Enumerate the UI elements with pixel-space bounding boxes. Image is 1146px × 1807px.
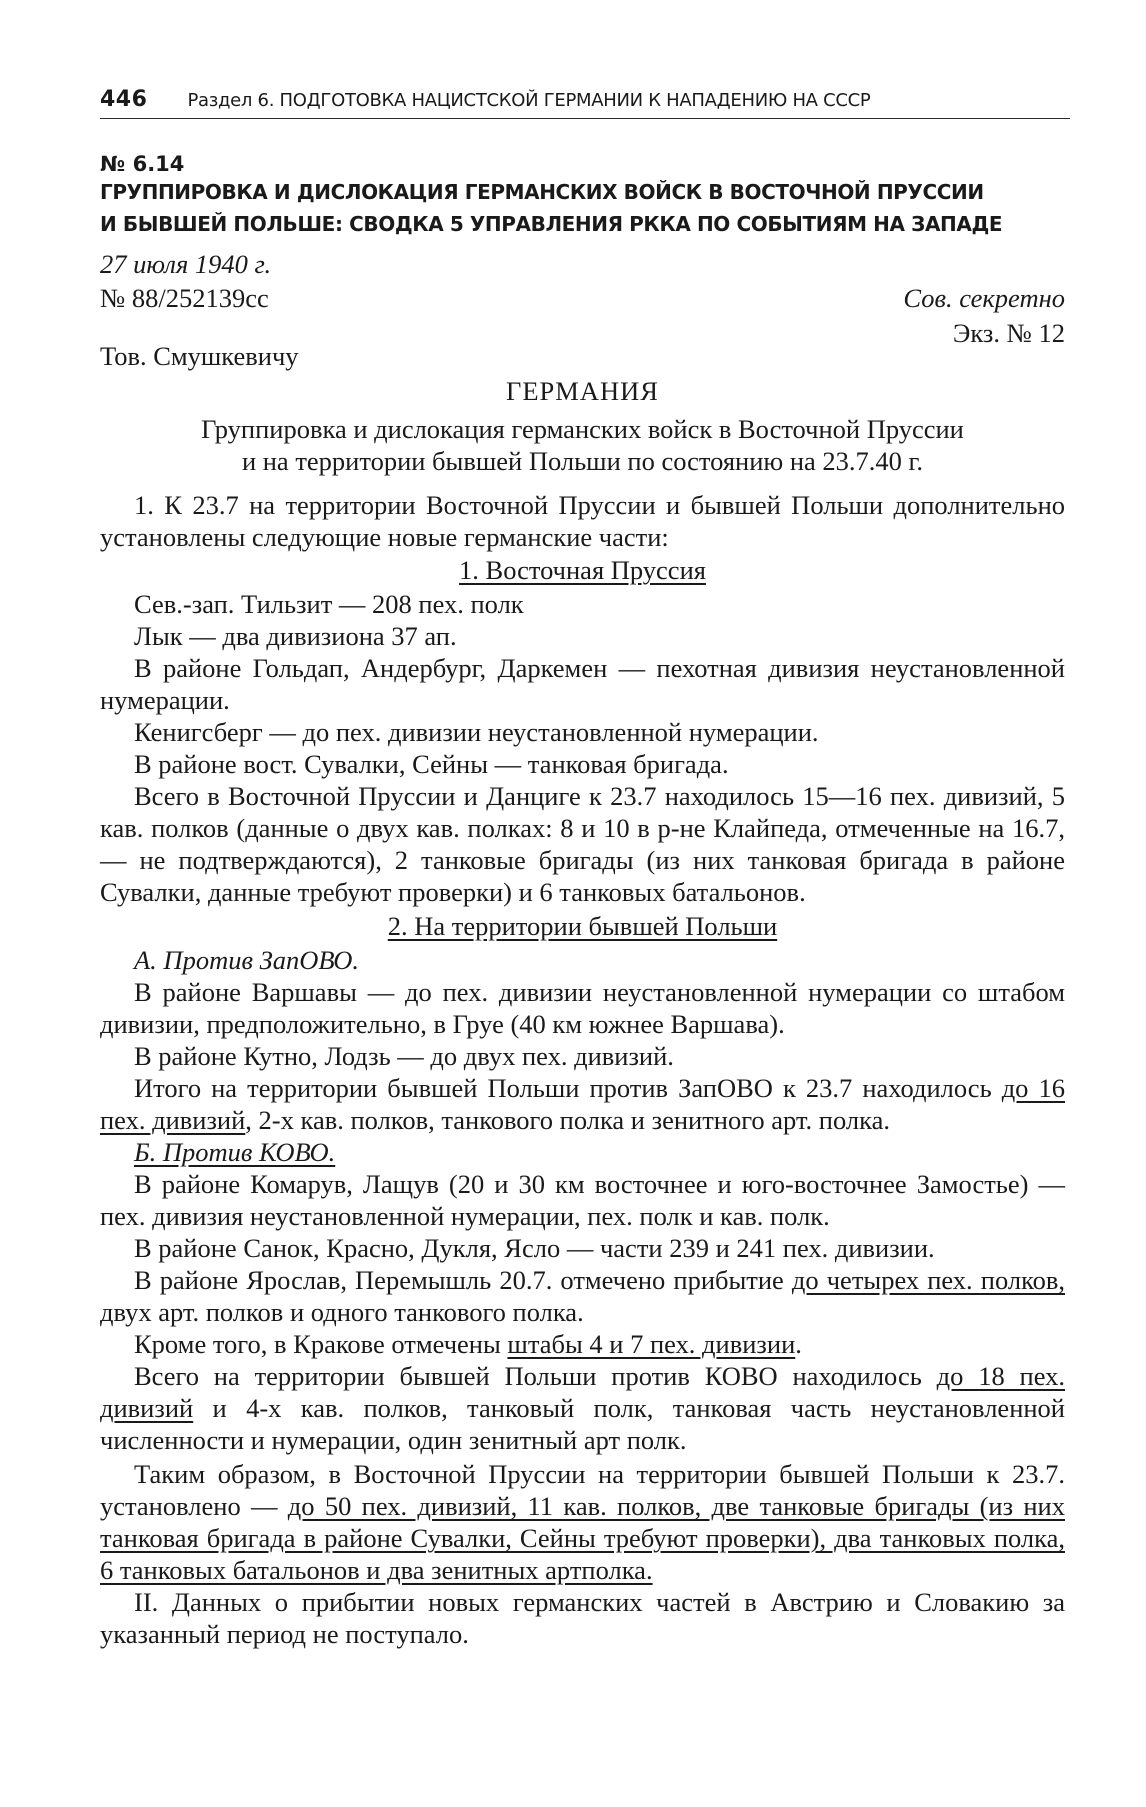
page-number: 446 [100, 87, 148, 112]
subtitle-line-2: и на территории бывшей Польши по состоянию на 23.7.40 г. [241, 446, 924, 476]
s1-line-lyk: Лык — два дивизиона 37 ап. [134, 621, 457, 651]
s2a-total [100, 1072, 1065, 1136]
s2b-yaroslav-pre: В районе Ярослав, Перемышль 20.7. отмечено прибытие [134, 1265, 792, 1295]
s2b-yaroslav-underlined: до четырех пех. полков, [791, 1265, 1065, 1295]
country-heading: ГЕРМАНИЯ [506, 376, 659, 406]
document-title-line-2: И БЫВШЕЙ ПОЛЬШЕ: СВОДКА 5 УПРАВЛЕНИЯ РККА ПО СОБЫТИЯМ НА ЗАПАДЕ [100, 212, 1003, 236]
document-title [100, 176, 1002, 240]
s1-line-suwalki: В районе вост. Сувалки, Сейны — танковая бригада. [134, 749, 729, 779]
section-1-heading-text: 1. Восточная Пруссия [459, 555, 706, 585]
s2b-total-pre: Всего на территории бывшей Польши против КОВО находилось [134, 1361, 937, 1391]
section-2-heading [100, 910, 1065, 942]
section-title: Раздел 6. ПОДГОТОВКА НАЦИСТСКОЙ ГЕРМАНИИ К НАПАДЕНИЮ НА СССР [187, 90, 871, 111]
s2b-total-underlined: до 18 пех. дивизий [100, 1361, 1065, 1423]
subtitle-line-1: Группировка и дислокация германских войск в Восточной Пруссии [201, 414, 964, 444]
s2b-krakow-pre: Кроме того, в Кракове отмечены [134, 1329, 508, 1359]
s2a-total-pre: Итого на территории бывшей Польши против ЗапОВО к 23.7 находилось [134, 1073, 1002, 1103]
s2b-yaroslav-post: двух арт. полков и одного танкового полка. [100, 1297, 584, 1327]
summary-underlined: до 50 пех. дивизий, 11 кав. полков, две танковые бригады (из них танковая бригада в районе Сувалки, Сейны требуют проверки), два танковых полка, 6 танковых батальонов и два зенитных артполка. [100, 1491, 1065, 1585]
s2b-label-text: Б. Против КОВО. [134, 1137, 336, 1167]
s1-line-koenigsberg: Кенигсберг — до пех. дивизии неустановленной нумерации. [134, 717, 819, 747]
s1-total: Всего в Восточной Пруссии и Данциге к 23.7 находилось 15—16 пех. дивизий, 5 кав. полков (данные о двух кав. полках: 8 и 10 в р-не Клайпеда, отмеченные на 16.7, — не подтверждаются), 2 танковые бригады (из них танковая бригада в районе Сувалки, данные требуют проверки) и 6 танковых батальонов. [100, 781, 1065, 907]
s2b-krakow-post: . [795, 1329, 802, 1359]
s2a-label: А. Против ЗапОВО. [134, 945, 360, 975]
s2a-kutno: В районе Кутно, Лодзь — до двух пех. дивизий. [134, 1041, 674, 1071]
s2a-warsaw: В районе Варшавы — до пех. дивизии неустановленной нумерации со штабом дивизии, предположительно, в Груе (40 км южнее Варшава). [100, 977, 1065, 1039]
paragraph-intro: 1. К 23.7 на территории Восточной Пруссии и бывшей Польши дополнительно установлены следующие новые германские части: [100, 490, 1065, 552]
summary-pre: Таким образом, в Восточной Пруссии на территории бывшей Польши к 23.7. установлено — [100, 1459, 1065, 1521]
final-paragraph: II. Данных о прибытии новых германских частей в Австрию и Словакию за указанный период не поступало. [100, 1587, 1065, 1649]
secrecy-stamp: Сов. секретно [903, 283, 1065, 313]
summary-paragraph [100, 1458, 1065, 1586]
copy-number: Экз. № 12 [952, 318, 1065, 348]
s2b-total-post: и 4-х кав. полков, танковый полк, танковая часть неустановленной численности и нумерации, один зенитный арт полк. [100, 1393, 1065, 1455]
s2a-total-underlined: до 16 пех. дивизий [100, 1073, 1065, 1135]
s2a-total-post: , 2-х кав. полков, танкового полка и зенитного арт. полка. [245, 1105, 890, 1135]
s2b-krakow-underlined: штабы 4 и 7 пех. дивизии [507, 1329, 796, 1359]
registration-number: № 88/252139сс [100, 283, 269, 313]
s2b-sanok: В районе Санок, Красно, Дукля, Ясло — части 239 и 241 пех. дивизии. [134, 1233, 935, 1263]
addressee: Тов. Смушкевичу [100, 341, 299, 371]
s2b-total [100, 1360, 1065, 1456]
s1-line-tilsit: Сев.-зап. Тильзит — 208 пех. полк [134, 589, 524, 619]
s1-line-goldap: В районе Гольдап, Андербург, Даркемен — пехотная дивизия неустановленной нумерации. [100, 653, 1065, 715]
document-date: 27 июля 1940 г. [100, 249, 272, 279]
section-2-heading-text: 2. На территории бывшей Польши [387, 911, 778, 941]
s2b-yaroslav [100, 1264, 1065, 1328]
s2b-komaruv: В районе Комарув, Лащув (20 и 30 км восточнее и юго-восточнее Замостье) — пех. дивизия неустановленной нумерации, пех. полк и кав. полк. [100, 1169, 1065, 1231]
s2b-label [100, 1136, 1065, 1168]
document-title-line-1: ГРУППИРОВКА И ДИСЛОКАЦИЯ ГЕРМАНСКИХ ВОЙСК В ВОСТОЧНОЙ ПРУССИИ [100, 180, 984, 204]
running-header [100, 88, 1070, 119]
s2b-krakow [100, 1328, 1065, 1360]
document-number: № 6.14 [100, 152, 185, 176]
section-1-heading [100, 554, 1065, 586]
